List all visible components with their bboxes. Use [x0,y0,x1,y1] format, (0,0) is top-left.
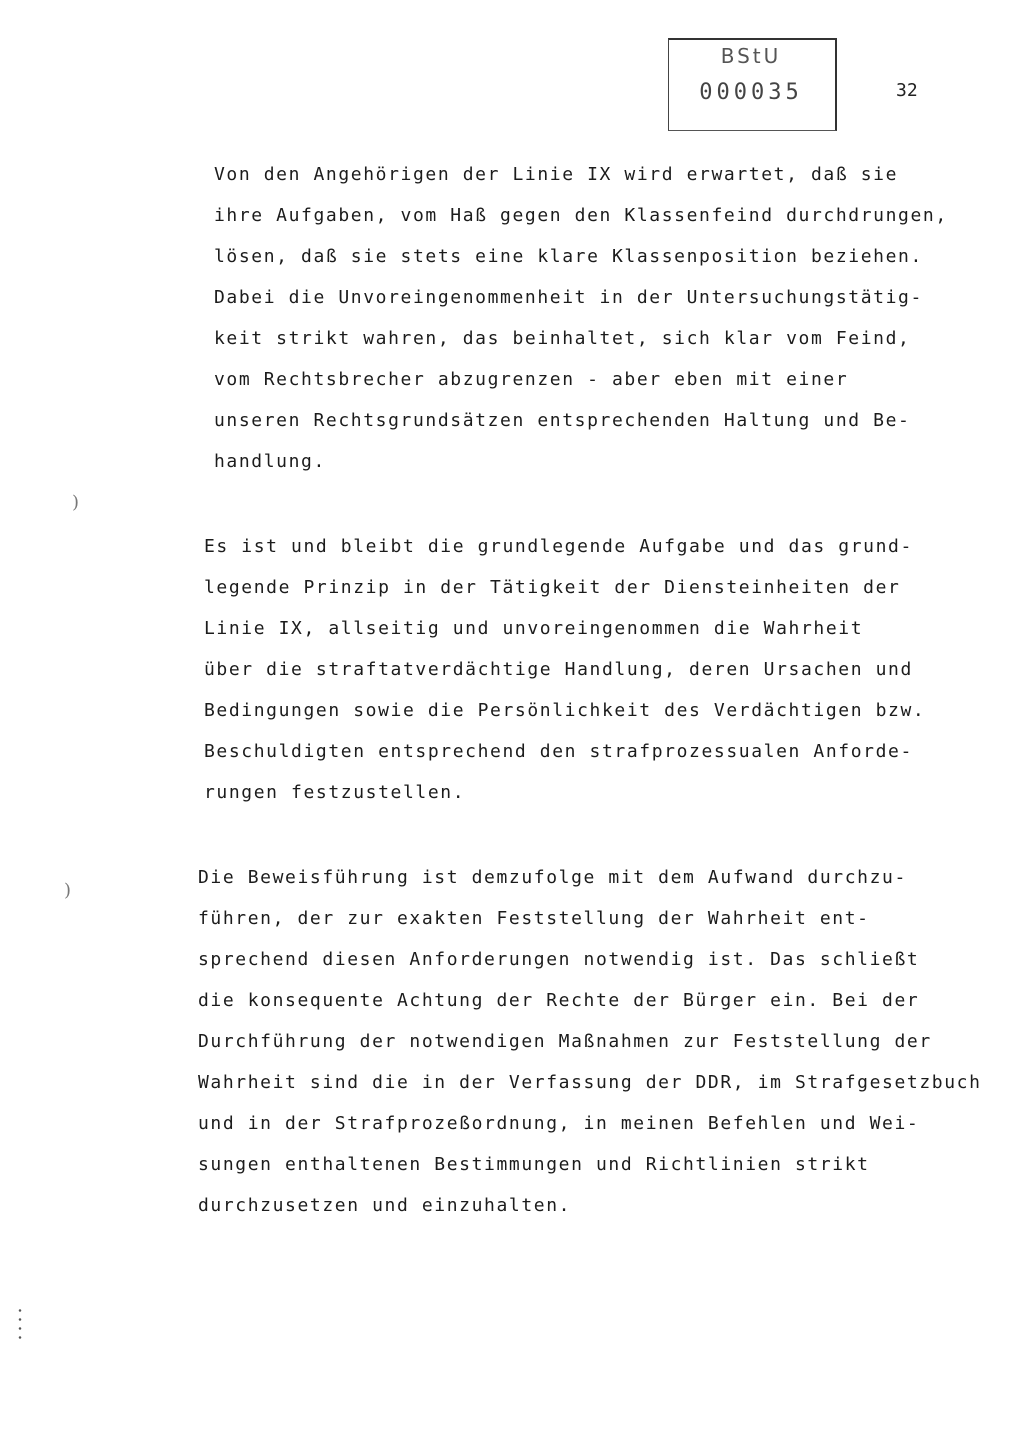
text-line: durchzusetzen und einzuhalten. [198,1195,572,1216]
text-line: über die straftatverdächtige Handlung, deren Ursachen und [204,659,913,680]
text-line: Beschuldigten entsprechend den strafprozessualen Anforde- [204,741,913,762]
text-line: die konsequente Achtung der Rechte der Bürger ein. Bei der [198,990,920,1011]
text-line: rungen festzustellen. [204,782,466,803]
margin-dots [18,1306,22,1342]
margin-mark: ) [72,492,80,513]
text-line: führen, der zur exakten Feststellung der Wahrheit ent- [198,908,870,929]
margin-mark: ) [64,880,72,901]
text-line: legende Prinzip in der Tätigkeit der Diensteinheiten der [204,577,901,598]
text-line: Von den Angehörigen der Linie IX wird erwartet, daß sie [214,164,899,185]
stamp-title: BStU [720,44,782,68]
text-line: Es ist und bleibt die grundlegende Aufgabe und das grund- [204,536,913,557]
text-line: ihre Aufgaben, vom Haß gegen den Klassenfeind durchdrungen, [214,205,948,226]
text-line: Dabei die Unvoreingenommenheit in der Untersuchungstätig- [214,287,923,308]
paragraph-3 [198,857,982,1226]
paragraph-1 [214,154,982,482]
text-line: keit strikt wahren, das beinhaltet, sich klar vom Feind, [214,328,911,349]
text-line: Bedingungen sowie die Persönlichkeit des Verdächtigen bzw. [204,700,926,721]
text-line: lösen, daß sie stets eine klare Klassenposition beziehen. [214,246,923,267]
text-line: Die Beweisführung ist demzufolge mit dem Aufwand durchzu- [198,867,907,888]
text-line: vom Rechtsbrecher abzugrenzen - aber eben mit einer [214,369,849,390]
text-line: Wahrheit sind die in der Verfassung der DDR, im Strafgesetzbuch [198,1072,982,1093]
text-line: unseren Rechtsgrundsätzen entsprechenden Haltung und Be- [214,410,911,431]
body-text [192,154,982,1270]
text-line: Linie IX, allseitig und unvoreingenommen die Wahrheit [204,618,864,639]
page-number: 32 [896,80,918,101]
text-line: und in der Strafprozeßordnung, in meinen Befehlen und Wei- [198,1113,920,1134]
text-line: handlung. [214,451,326,472]
archive-stamp [668,38,836,130]
text-line: sprechend diesen Anforderungen notwendig ist. Das schließt [198,949,920,970]
stamp-number: 000035 [699,80,803,105]
text-line: sungen enthaltenen Bestimmungen und Richtlinien strikt [198,1154,870,1175]
text-line: Durchführung der notwendigen Maßnahmen zur Feststellung der [198,1031,932,1052]
paragraph-2 [204,526,982,813]
